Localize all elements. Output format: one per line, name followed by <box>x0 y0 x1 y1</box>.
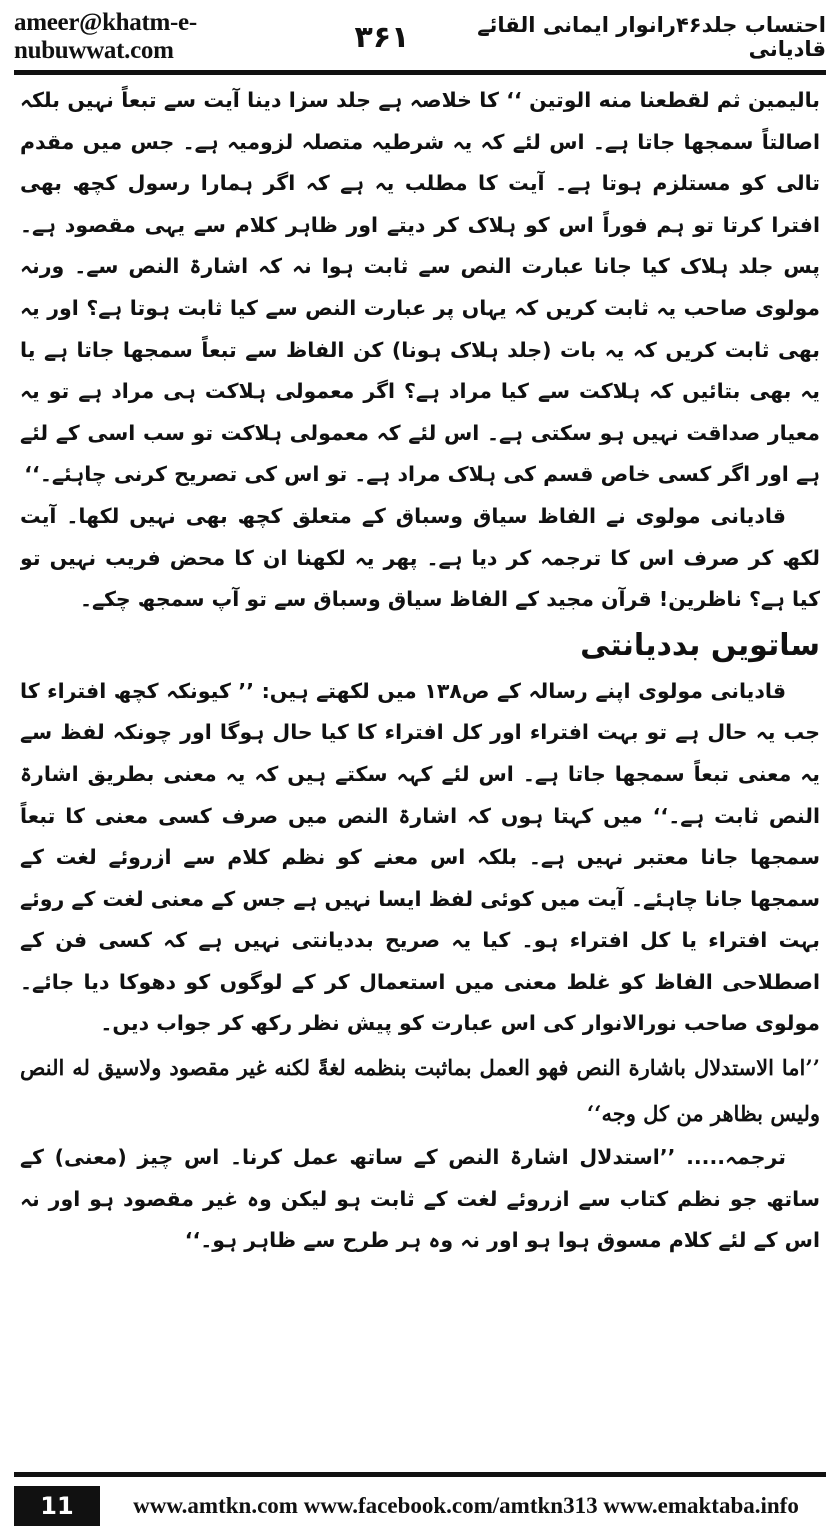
paragraph-translation: ترجمہ..... ’’استدلال اشارۃ النص کے ساتھ عمل کرنا۔ اس چیز (معنی) کے ساتھ جو نظم کتاب سے ازروئے لغت کے ثابت ہو لیکن وہ غیر مقصود ہو اور نہ اس کے لئے کلام مسوق ہوا ہو اور نہ وہ ہر طرح سے ظاہر ہو۔‘‘ <box>20 1145 820 1253</box>
header-running-title: احتساب جلد۴۶رانوار ایمانی القائے قادیانی <box>477 13 826 61</box>
footer-rule <box>14 1472 826 1477</box>
paragraph-3: قادیانی مولوی اپنے رسالہ کے ص۱۳۸ میں لکھتے ہیں: ’’ کیونکہ کچھ افتراء کا جب یہ حال ہے تو بہت افتراء اور کل افتراء کا کیا حال ہوگا اور چونکہ لفظ سے یہ معنی تبعاً سمجھا جاتا ہے۔ اس لئے کہہ سکتے ہیں کہ یہ معنی بطریق اشارۃ النص ثابت ہے۔‘‘ میں کہتا ہوں کہ اشارۃ النص میں صرف کسی معنی کا تبعاً سمجھا جانا معتبر نہیں ہے۔ بلکہ اس معنے کو نظم کلام سے ازروئے لغت کے سمجھا جانا چاہئے۔ آیت میں کوئی لفظ ایسا نہیں ہے جس کے معنی لغت کے روئے بہت افتراء یا کل افتراء ہو۔ کیا یہ صریح بددیانتی نہیں ہے کہ کسی فن کے اصطلاحی الفاظ کو غلط معنی میں استعمال کر کے لوگوں کو دھوکا دیا جائے۔ مولوی صاحب نورالانوار کی اس عبارت کو پیش نظر رکھ کر جواب دیں۔ <box>20 678 820 1036</box>
paragraph-1: بالیمین ثم لقطعنا منه الوتین ‘‘ کا خلاصہ ہے جلد سزا دینا آیت سے تبعاً نہیں بلکہ اصالتاً سمجھا جاتا ہے۔ اس لئے کہ یہ شرطیہ متصلہ لزومیہ ہے۔ جس میں مقدم تالی کو مستلزم ہوتا ہے۔ آیت کا مطلب یہ ہے کہ اگر ہمارا رسول کچھ بھی افترا کرتا تو ہم فوراً اس کو ہلاک کر دیتے اور ظاہر کلام سے یہی مقصود ہے۔ پس جلد ہلاک کیا جانا عبارت النص سے ثابت ہوا نہ کہ اشارۃ النص سے۔ ورنہ مولوی صاحب یہ ثابت کریں کہ یہاں پر عبارت النص سے کیا ثابت ہوتا ہے؟ اور یہ بھی ثابت کریں کہ یہ بات (جلد ہلاک ہونا) کن الفاظ سے تبعاً سمجھا جاتا ہے یا یہ بھی بتائیں کہ ہلاکت سے کیا مراد ہے؟ اگر معمولی ہلاکت ہی مراد ہے تو یہ معیار صداقت نہیں ہو سکتی ہے۔ اس لئے کہ معمولی ہلاکت تو سب اسی کے لئے ہے اور اگر کسی خاص قسم کی ہلاک مراد ہے۔ تو اس کی تصریح کرنی چاہئے۔‘‘ <box>20 88 820 487</box>
page-header <box>14 8 826 66</box>
header-page-number: ۳۶۱ <box>354 19 410 55</box>
section-heading: ساتویں بددیانتی <box>580 627 820 663</box>
header-email: ameer@khatm-e-nubuwwat.com <box>14 9 197 64</box>
paragraph-2: قادیانی مولوی نے الفاظ سیاق وسباق کے متعلق کچھ بھی نہیں لکھا۔ آیت لکھ کر صرف اس کا ترجمہ کر دیا ہے۔ پھر یہ لکھنا ان کا محض فریب نہیں تو کیا ہے؟ ناظرین! قرآن مجید کے الفاظ سیاق وسباق سے تو آپ سمجھ چکے۔ <box>20 503 820 612</box>
footer-page-number: 11 <box>14 1486 100 1526</box>
page-body <box>20 80 820 1454</box>
footer-urls: www.amtkn.com www.facebook.com/amtkn313 www.emaktaba.info <box>133 1493 799 1518</box>
arabic-quote: ’’اما الاستدلال باشارة النص فهو العمل بماثبت بنظمه لغةً لكنه غير مقصود ولاسيق له النص وليس بظاهر من كل وجه‘‘ <box>20 1055 820 1127</box>
header-rule <box>14 70 826 75</box>
header-left <box>14 9 409 65</box>
page-footer <box>14 1472 826 1530</box>
